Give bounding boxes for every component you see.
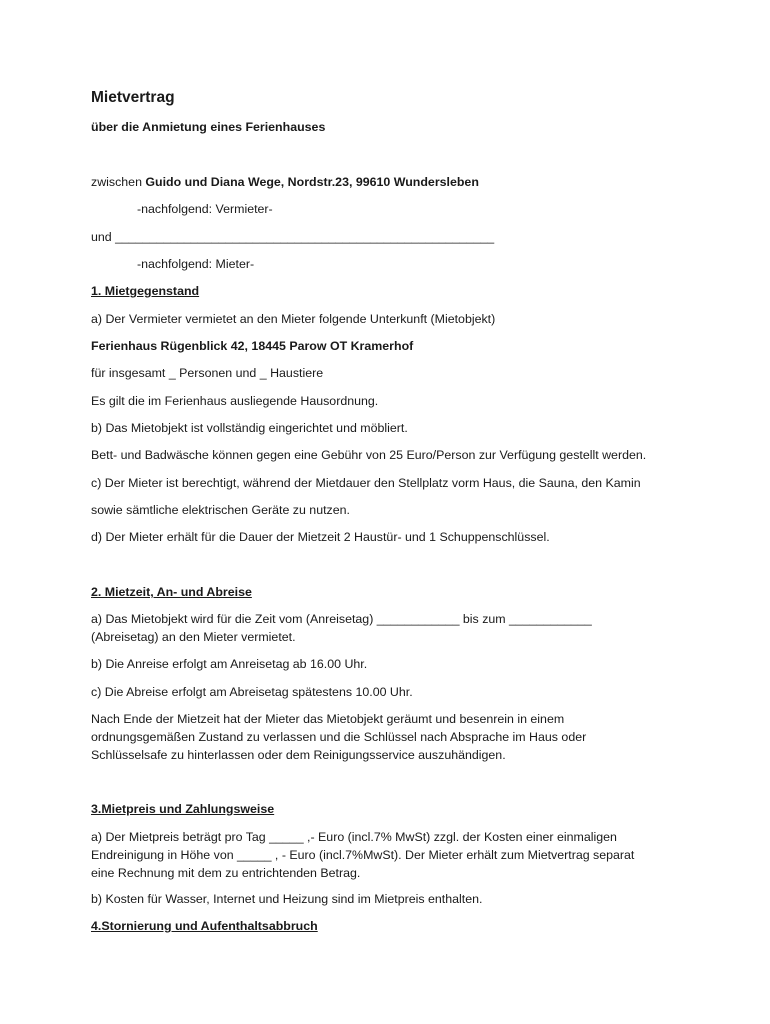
section-1-house-rules: Es gilt die im Ferienhaus ausliegende Hausordnung. xyxy=(91,394,379,408)
landlord-role: -nachfolgend: Vermieter- xyxy=(137,202,273,216)
tenant-line: und _______________________________________________________ xyxy=(91,230,495,244)
section-3-b: b) Kosten für Wasser, Internet und Heizung sind im Mietpreis enthalten. xyxy=(91,892,483,906)
section-4-heading: 4.Stornierung und Aufenthaltsabbruch xyxy=(91,919,318,933)
section-1-d: d) Der Mieter erhält für die Dauer der Mietzeit 2 Haustür- und 1 Schuppenschlüssel. xyxy=(91,530,550,544)
landlord-prefix: zwischen xyxy=(91,175,146,189)
section-2-a-line1: a) Das Mietobjekt wird für die Zeit vom (Anreisetag) ____________ bis zum ____________ xyxy=(91,612,592,626)
section-1-linen: Bett- und Badwäsche können gegen eine Gebühr von 25 Euro/Person zur Verfügung gestellt werden. xyxy=(91,448,647,462)
section-3-a-line3: eine Rechnung mit dem zu entrichtenden Betrag. xyxy=(91,866,361,880)
section-1-c-line1: c) Der Mieter ist berechtigt, während der Mietdauer den Stellplatz vorm Haus, die Sauna, den Kamin xyxy=(91,476,641,490)
section-3-a-line2: Endreinigung in Höhe von _____ , - Euro (incl.7%MwSt). Der Mieter erhält zum Mietvertrag separat xyxy=(91,848,635,862)
section-2-para-line3: Schlüsselsafe zu hinterlassen oder dem Reinigungsservice auszuhändigen. xyxy=(91,748,506,762)
section-2-b: b) Die Anreise erfolgt am Anreisetag ab 16.00 Uhr. xyxy=(91,657,368,671)
property-address: Ferienhaus Rügenblick 42, 18445 Parow OT Kramerhof xyxy=(91,339,414,353)
section-2-para-line1: Nach Ende der Mietzeit hat der Mieter das Mietobjekt geräumt und besenrein in einem xyxy=(91,712,565,726)
section-2-heading: 2. Mietzeit, An- und Abreise xyxy=(91,585,252,599)
document-title: Mietvertrag xyxy=(91,89,175,106)
section-2-a-line2: (Abreisetag) an den Mieter vermietet. xyxy=(91,630,296,644)
document-subtitle: über die Anmietung eines Ferienhauses xyxy=(91,120,326,134)
section-1-c-line2: sowie sämtliche elektrischen Geräte zu nutzen. xyxy=(91,503,350,517)
landlord-name: Guido und Diana Wege, Nordstr.23, 99610 Wundersleben xyxy=(145,175,479,189)
section-3-a-line1: a) Der Mietpreis beträgt pro Tag _____ ,- Euro (incl.7% MwSt) zzgl. der Kosten einer einmaligen xyxy=(91,830,617,844)
tenant-role: -nachfolgend: Mieter- xyxy=(137,257,255,271)
section-1-a: a) Der Vermieter vermietet an den Mieter folgende Unterkunft (Mietobjekt) xyxy=(91,312,496,326)
section-1-persons: für insgesamt _ Personen und _ Haustiere xyxy=(91,366,324,380)
section-2-para-line2: ordnungsgemäßen Zustand zu verlassen und die Schlüssel nach Absprache im Haus oder xyxy=(91,730,587,744)
section-1-b: b) Das Mietobjekt ist vollständig eingerichtet und möbliert. xyxy=(91,421,408,435)
landlord-line xyxy=(91,174,479,191)
section-1-heading: 1. Mietgegenstand xyxy=(91,284,200,298)
section-3-heading: 3.Mietpreis und Zahlungsweise xyxy=(91,802,275,816)
section-2-c: c) Die Abreise erfolgt am Abreisetag spätestens 10.00 Uhr. xyxy=(91,685,413,699)
